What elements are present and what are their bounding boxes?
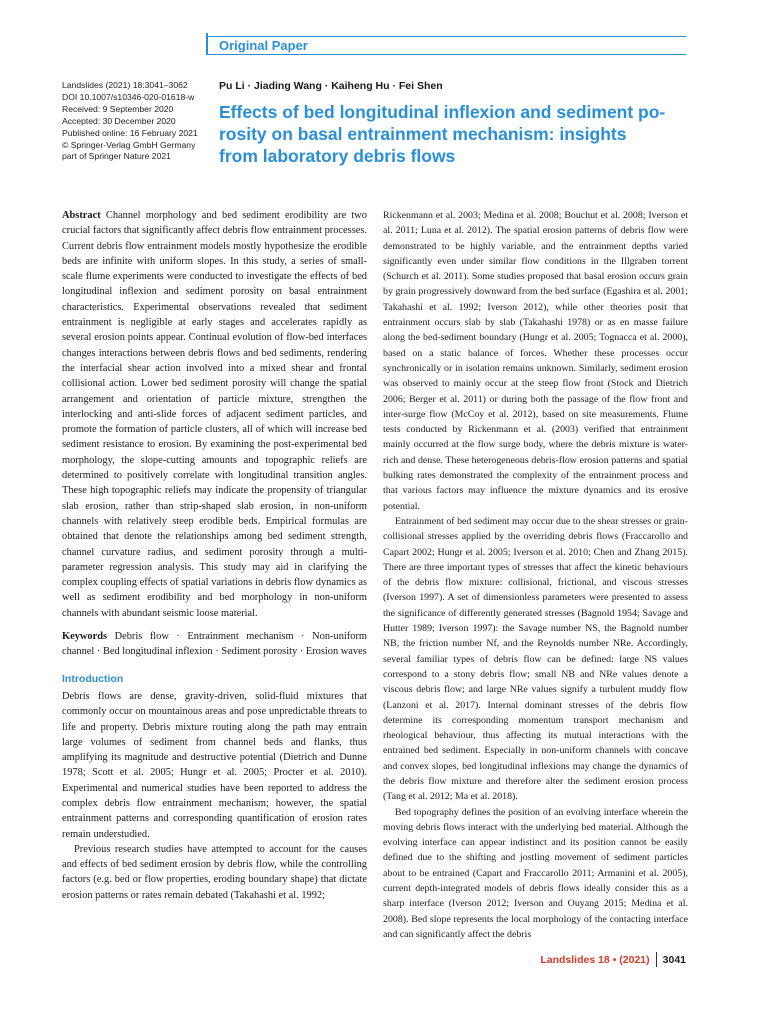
received-line: Received: 9 September 2020 <box>62 103 174 114</box>
intro-paragraph-1: Debris flows are dense, gravity-driven, solid-fluid mixtures that commonly occur on mountainous areas and pose unpredictable threats to life and property. Debris mixture routing along the path may entrain large volumes of sediment from channel beds and flanks, thus amplifying its magnitude and destructive potential (Dietrich and Dunne 1978; Scott et al. 2005; Hungr et al. 2005; Procter et al. 2010). Experimental and numerical studies have been reported to address the complex debris flow entrainment mechanism; however, the spatial entrainment patterns and corresponding quantification of erosion rates remain understudied. <box>62 690 367 840</box>
article-title <box>219 101 689 167</box>
keywords-text: Debris flow · Entrainment mechanism · Non-uniform channel · Bed longitudinal inflexion · Sediment porosity · Erosion waves <box>62 631 367 658</box>
published-line: Published online: 16 February 2021 <box>62 127 198 138</box>
page-footer <box>540 952 686 967</box>
keywords-label: Keywords <box>62 631 108 643</box>
footer-separator <box>656 952 657 967</box>
header-tick <box>206 33 208 55</box>
footer-journal: Landslides 18 • (2021) <box>540 953 650 966</box>
abstract <box>62 208 367 621</box>
copyright-line: © Springer-Verlag GmbH Germany <box>62 139 196 150</box>
copyright-line-2: part of Springer Nature 2021 <box>62 151 171 162</box>
right-column <box>383 208 688 942</box>
title-line-2: rosity on basal entrainment mechanism: insights <box>219 124 627 144</box>
title-line-3: from laboratory debris flows <box>219 146 456 166</box>
title-line-1: Effects of bed longitudinal inflexion and sediment po- <box>219 102 666 122</box>
abstract-label: Abstract <box>62 210 101 221</box>
author-list: Pu Li · Jiading Wang · Kaiheng Hu · Fei Shen <box>219 80 443 92</box>
section-heading-introduction: Introduction <box>62 672 124 685</box>
intro-paragraph-2: Previous research studies have attempted to account for the causes and effects of bed sediment erosion by debris flow, while the controlling factors (e.g. bed or flow properties, eroding boundary shape) that dictate erosion patterns or rates remain debated (Takahashi et al. 1992; <box>62 843 367 901</box>
accepted-line: Accepted: 30 December 2020 <box>62 115 176 126</box>
body-paragraph-2: Entrainment of bed sediment may occur due to the shear stresses or grain-collisional stresses applied by the overriding debris flows (Fraccarollo and Capart 2002; Hungr et al. 2005; Iverson et al. 2010; Chen and Zhang 2015). There are three important types of stresses that affect the kinetic behaviours of the debris flow mixture: collisional, frictional, and viscous stresses (Iverson 1997). A set of dimensionless parameters were presented to assess the significance of differently generated stresses (Bagnold 1954; Savage and Hutter 1989; Iverson 1997): the Savage number NS, the Bagnold number NB, the friction number Nf, and the Reynolds number NRe. Accordingly, several familiar types of debris flow can be defined: large NS values correspond to a stony debris flow; small NB and NRe values denote a viscous debris flow; and large NRe values signify a turbulent muddy flow (Lanzoni et al. 2017). Internal dominant stresses of the debris flow determine its corresponding momentum transport mechanism and rheological behaviour, thus affecting its mutual interactions with the entrained bed sediment. Especially in non-uniform channels with concave and convex slopes, bed longitudinal inflexions may change the dynamics of the debris flow mixture and therefore alter the sediment erosion process (Tang et al. 2012; Ma et al. 2018). <box>383 515 688 803</box>
doi-line[interactable]: DOI 10.1007/s10346-020-01618-w <box>62 91 195 102</box>
left-column <box>62 208 367 903</box>
page-number: 3041 <box>662 953 686 966</box>
body-paragraph-3: Bed topography defines the position of an evolving interface wherein the moving debris flows interact with the underlying bed material. Although the evolving interface can appear indistinct and its position cannot be easily defined due to the shifting and jostling movement of sediment particles about to be entrained (Capart and Fraccarollo 2011; Armanini et al. 2005), current depth-integrated models of debris flows ideally consider this as a sharp interface (Iverson 2012; Iverson and Ouyang 2015; Medina et al. 2008). Bed slope represents the local morphology of the contacting interface and can significantly affect the debris <box>383 806 688 940</box>
section-label: Original Paper <box>219 38 308 53</box>
abstract-text: Channel morphology and bed sediment erodibility are two crucial factors that significantly affect debris flow entrainment processes. Current debris flow entrainment models mostly hypothesize the erodible beds are infinite with uniform slopes. In this study, a series of small-scale flume experiments were conducted to investigate the effects of bed longitudinal inflexion and sediment porosity on basal entrainment characteristics. Experimental observations revealed that sediment entrainment is negligible at early stages and accelerates rapidly as several erosion points appear. Continual evolution of flow-bed interfaces changes interactions between debris flows and bed sediments, rendering the interfacial shear action involved into a mixed shear and frontal collisional action. Lower bed sediment porosity will change the spatial arrangement and orientation of particle mixture, strengthen the interlocking and anti-slide forces of adjacent sediment particles, and promote the formation of particle clusters, all of which will increase bed sediment resistance to erosion. By examining the post-experimental bed morphology, the slope-cutting amounts and topographic reliefs are determined to positively correlate with longitudinal transition angles. These high topographic reliefs may indicate the propensity of triangular slab erosion, rather than strip-shaped slab erosion, in non-uniform channels with relatively steep erodible beds. Empirical formulas are obtained that denote the relationships among bed sediment strength, channel curvature radius, and sediment porosity through a multi-parameter regression analysis. This study may aid in clarifying the complex coupling effects of spatial variations in debris flow dynamics as well as sediment erodibility and bed morphology in non-uniform channels with abundant seismic loose material. <box>62 210 367 619</box>
keywords <box>62 629 367 660</box>
citation-line: Landslides (2021) 18:3041–3062 <box>62 80 188 90</box>
body-paragraph-1: Rickenmann et al. 2003; Medina et al. 2008; Bouchut et al. 2008; Iverson et al. 2011; Luna et al. 2012). The spatial erosion patterns of debris flow were demonstrated to be highly variable, and the entrainment depths varied significantly even under similar flow conditions in the Illgraben torrent (Schurch et al. 2011). Some studies proposed that basal erosion occurs grain by grain progressively downward from the bed surface (Egashira et al. 2001; Takahashi et al. 1992; Iverson 2012), while other theories posit that entrainment occurs slab by slab (Takahashi 1978) or as en masse failure along the bed-sediment boundary (Hungr et al. 2005; Tognacca et al. 2000), based on a static balance of forces. Whether these processes occur synchronically or in isolation remains unknown. Similarly, sediment erosion was observed to mainly occur at the steep flow front (Stock and Dietrich 2006; Berger et al. 2011) or during both the passage of the flow front and inter-surge flow (McCoy et al. 2012), based on site measurements. Flume tests conducted by Rickenmann et al. (2003) verified that entrainment mainly occurred at the flow surge body, where the debris mixture is water-rich and dense. These heterogeneous debris-flow erosion patterns and spatial bulking rates demonstrated the complexity of the entrainment process and that various factors may influence the mixture dynamics and its erosive potential. <box>383 210 688 512</box>
article-metadata <box>62 80 212 163</box>
